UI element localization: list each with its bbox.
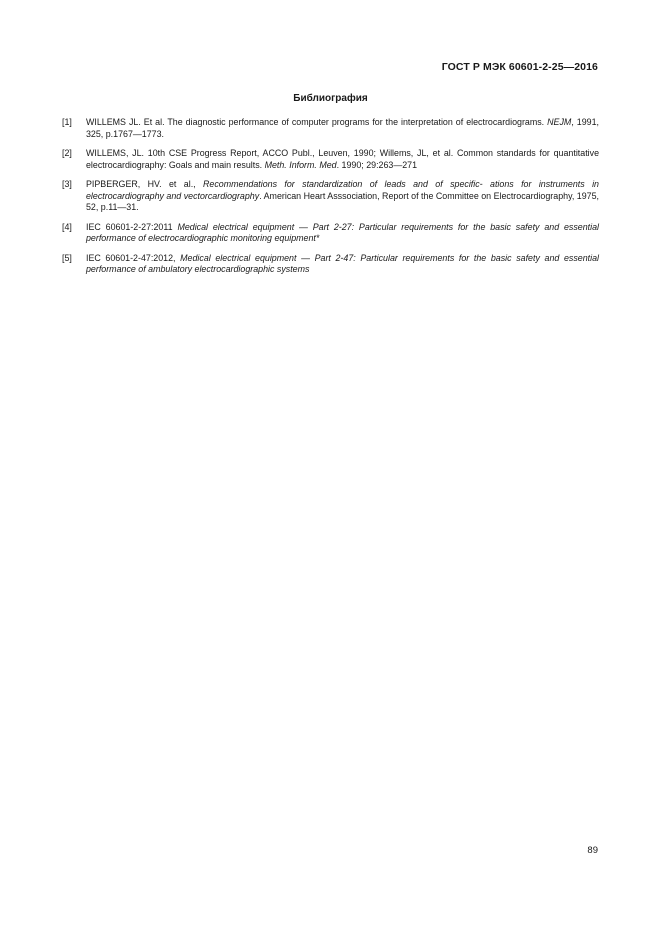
entry-number: [4] (62, 221, 72, 232)
entry-text-italic: Meth. Inform. Med (264, 159, 337, 170)
bibliography-entry (62, 253, 599, 276)
entry-text (86, 222, 599, 244)
entry-number: [3] (62, 179, 72, 189)
entry-text-italic: NEJM (547, 117, 572, 127)
entry-number: [1] (62, 117, 72, 127)
entry-text (86, 253, 599, 275)
bibliography-entry (62, 117, 599, 140)
entry-text-part: PIPBERGER, HV. et al., (86, 179, 204, 189)
entry-text (86, 117, 599, 139)
bibliography-entry (62, 222, 599, 245)
entry-number: [5] (62, 252, 72, 263)
entry-text-italic: Recommendations for standardization of leads and of specific- ations for instruments in electrocardiography and vectorcardiography (86, 179, 599, 201)
entry-number: [2] (62, 148, 72, 158)
entry-text-part: , 1991, 325, p.1767—1773. (86, 117, 599, 139)
entry-text-part: . American Heart Asssociation, Report of the Committee on Electrocardiography, 1975, 52, p.11—31. (86, 190, 599, 212)
document-code-header: ГОСТ Р МЭК 60601-2-25—2016 (441, 61, 598, 73)
section-title: Библиография (293, 93, 368, 104)
entry-text-italic: Medical electrical equipment — Part 2-47: Particular requirements for the basic safety and essential performance of ambulatory electrocardiographic systems (86, 252, 599, 274)
page-number: 89 (587, 845, 598, 856)
entry-text (86, 148, 599, 170)
bibliography-entry (62, 148, 599, 171)
entry-text-part: IEC 60601-2-27:2011 (86, 221, 178, 232)
entry-text (86, 179, 599, 212)
bibliography-entry (62, 179, 599, 214)
bibliography-list (62, 117, 599, 284)
entry-text-part: IEC 60601-2-47:2012, (86, 252, 181, 263)
entry-text-part: WILLEMS, JL. 10th CSE Progress Report, ACCO Publ., Leuven, 1990; Willems, JL, et al. Common standards for quantitative electrocardiography: Goals and main results. (86, 148, 599, 170)
entry-text-italic: Medical electrical equipment — Part 2-27: Particular requirements for the basic safety and essential performance of electrocardiographic monitoring equipment* (86, 221, 599, 243)
entry-text-part: . 1990; 29:263—271 (336, 159, 418, 170)
entry-text-part: WILLEMS JL. Et al. The diagnostic performance of computer programs for the interpretation of electrocardiograms. (86, 117, 548, 127)
